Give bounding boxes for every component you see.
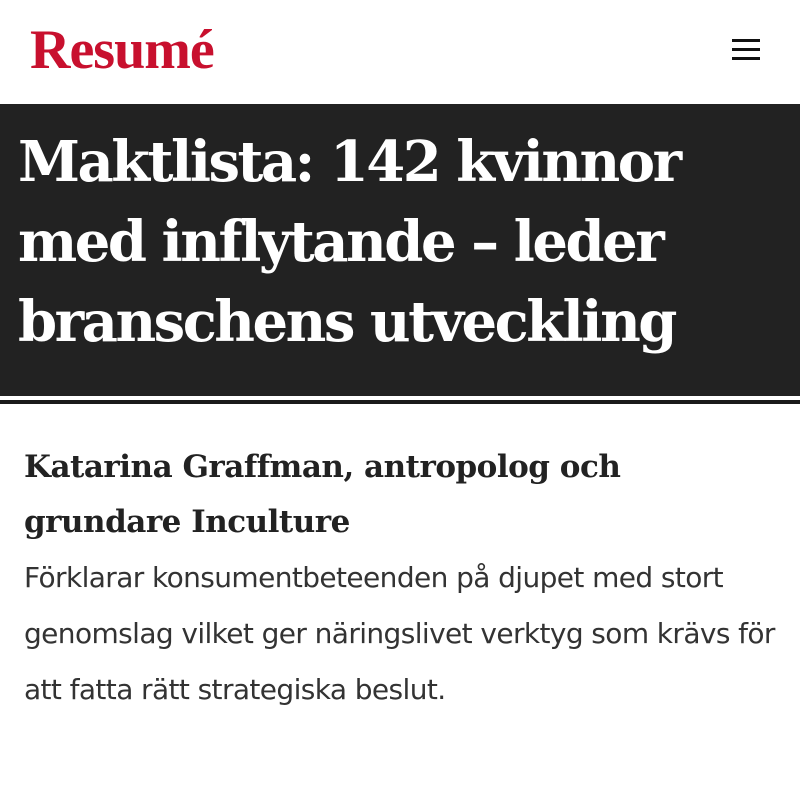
article-entry bbox=[24, 440, 784, 718]
site-header bbox=[0, 0, 800, 104]
section-divider bbox=[0, 400, 800, 404]
hamburger-menu-icon-line bbox=[732, 57, 760, 60]
resume-logo[interactable]: Resumé bbox=[30, 19, 214, 81]
hamburger-menu-icon-line bbox=[732, 48, 760, 51]
headline-banner bbox=[0, 104, 800, 396]
hamburger-menu-icon bbox=[732, 39, 760, 42]
person-description: Förklarar konsumentbeteenden på djupet med stort genomslag vilket ger näringslivet verktyg som krävs för att fatta rätt strategiska beslut. bbox=[24, 561, 775, 706]
menu-button[interactable] bbox=[724, 30, 768, 70]
person-name-title: Katarina Graffman, antropolog och grundare Inculture bbox=[24, 449, 621, 540]
article-headline: Maktlista: 142 kvinnor med inflytande – leder branschens utveckling bbox=[18, 129, 680, 355]
